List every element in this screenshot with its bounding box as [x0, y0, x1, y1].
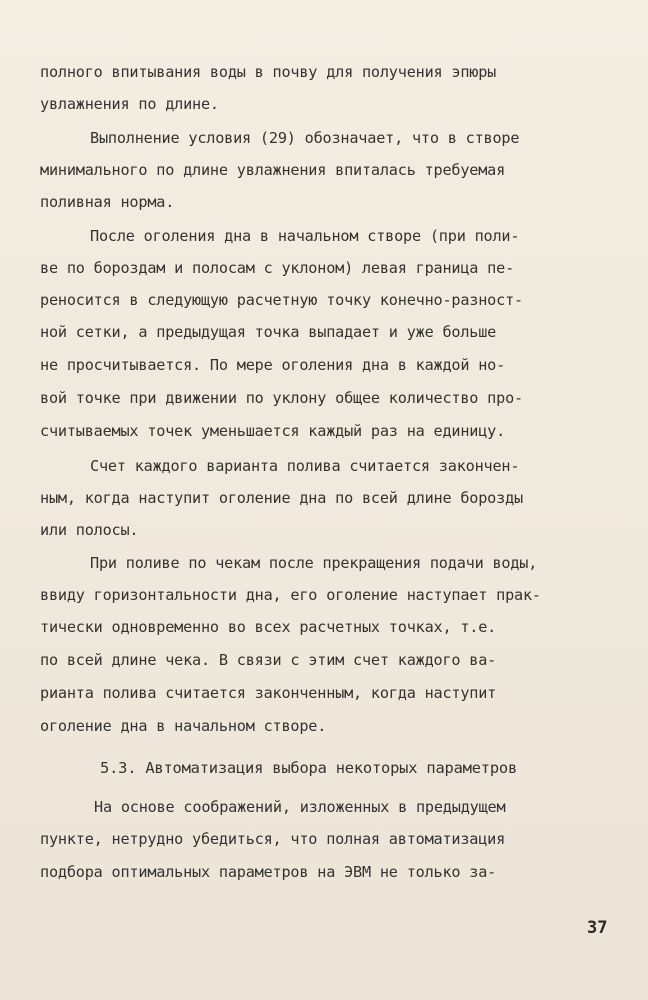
text-line: полного впитывания воды в почву для получения эпюры	[40, 63, 497, 81]
text-line: подбора оптимальных параметров на ЭВМ не только за-	[40, 863, 497, 881]
text-line: Выполнение условия (29) обозначает, что в створе	[90, 129, 520, 147]
page-number: 37	[587, 918, 608, 938]
section-heading: 5.3. Автоматизация выбора некоторых параметров	[100, 759, 518, 777]
text-line: ввиду горизонтальности дна, его оголение наступает прак-	[40, 586, 541, 604]
text-line: ным, когда наступит оголение дна по всей длине борозды	[40, 489, 523, 507]
text-line: После оголения дна в начальном створе (при поли-	[90, 227, 520, 245]
text-line: Счет каждого варианта полива считается закончен-	[90, 457, 520, 475]
text-line: тически одновременно во всех расчетных точках, т.е.	[40, 618, 497, 636]
text-line: поливная норма.	[40, 193, 175, 211]
text-line: вой точке при движении по уклону общее количество про-	[40, 389, 523, 407]
text-line: ве по бороздам и полосам с уклоном) левая граница пе-	[40, 259, 515, 277]
text-line: При поливе по чекам после прекращения подачи воды,	[90, 554, 538, 572]
text-line: ной сетки, а предыдущая точка выпадает и уже больше	[40, 323, 497, 341]
text-line: оголение дна в начальном створе.	[40, 717, 327, 735]
text-line: На основе соображений, изложенных в предыдущем	[94, 798, 506, 816]
text-line: считываемых точек уменьшается каждый раз на единицу.	[40, 422, 506, 440]
text-line: не просчитывается. По мере оголения дна в каждой но-	[40, 356, 506, 374]
text-line: пункте, нетрудно убедиться, что полная автоматизация	[40, 830, 506, 848]
text-line: рианта полива считается законченным, когда наступит	[40, 684, 497, 702]
text-line: увлажнения по длине.	[40, 95, 219, 113]
text-line: по всей длине чека. В связи с этим счет каждого ва-	[40, 651, 497, 669]
text-line: или полосы.	[40, 521, 139, 539]
text-line: реносится в следующую расчетную точку конечно-разност-	[40, 291, 523, 309]
text-line: минимального по длине увлажнения впиталась требуемая	[40, 161, 506, 179]
